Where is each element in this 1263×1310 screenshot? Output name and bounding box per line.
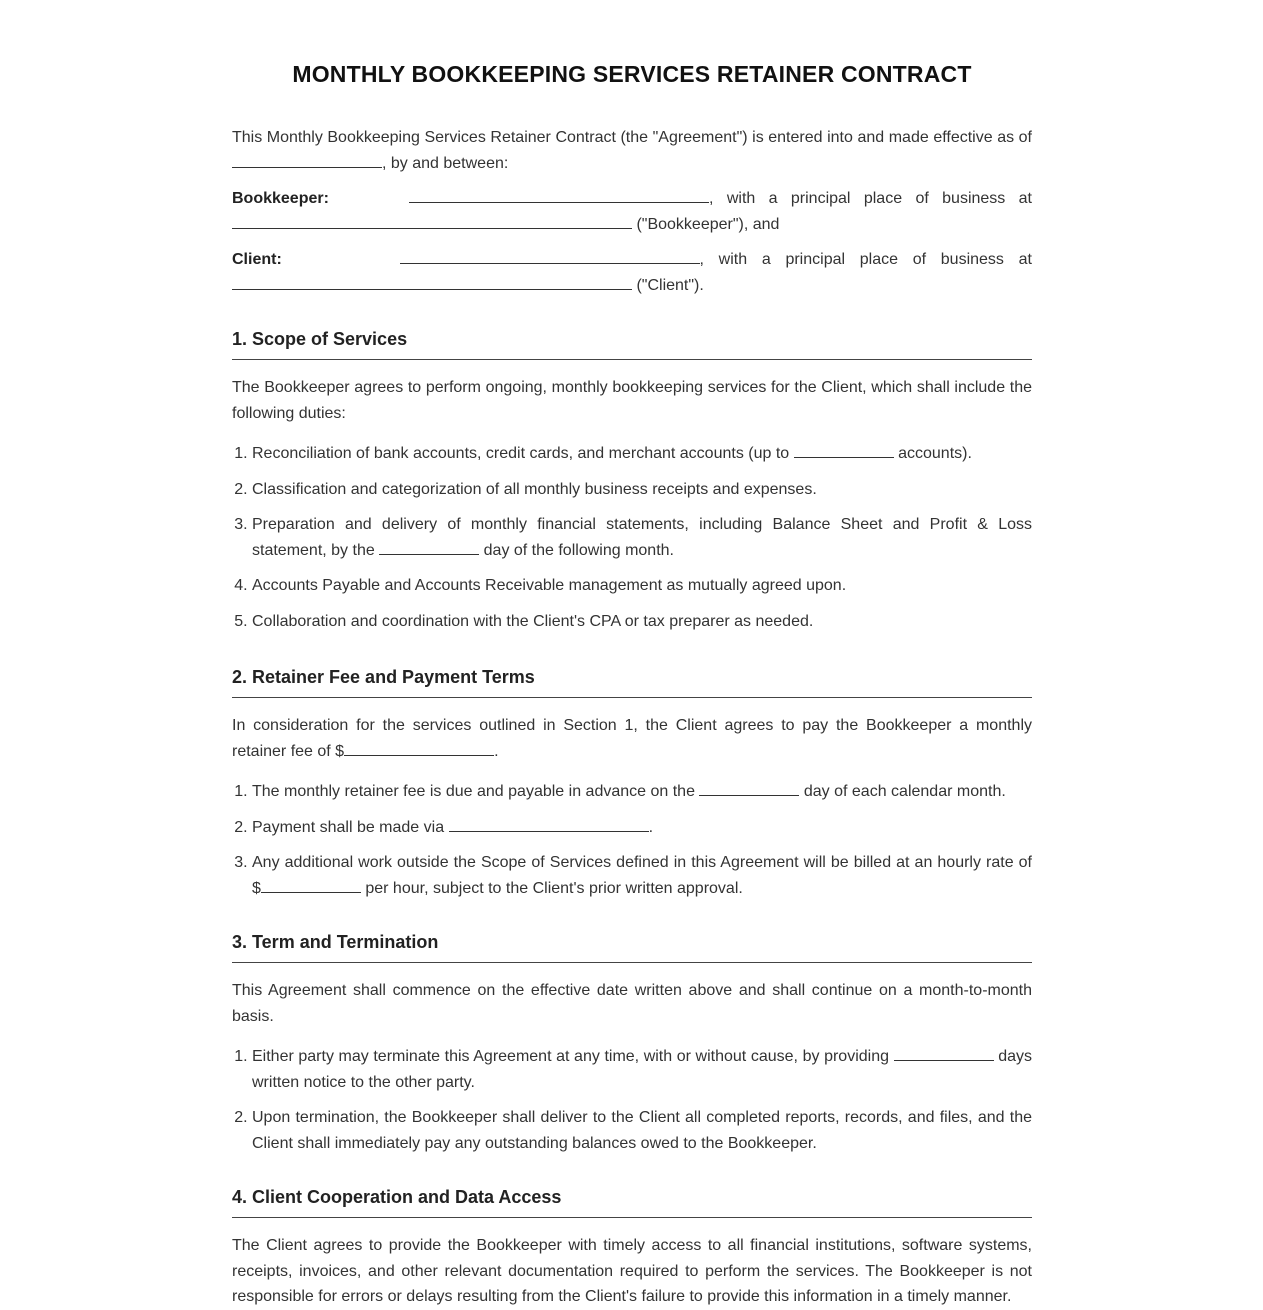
section-paragraph: This Agreement shall commence on the effective date written above and shall continue on a month-to-month basis. (232, 982, 1032, 1025)
termination-list (232, 1044, 1032, 1156)
retainer-fee-blank[interactable] (344, 741, 494, 756)
list-item: 1. Reconciliation of bank accounts, credit cards, and merchant accounts (up to accounts). (252, 441, 1032, 467)
section-fee (232, 667, 1032, 901)
section-paragraph: The Bookkeeper agrees to perform ongoing, monthly bookkeeping services for the Client, which shall include the following duties: (232, 379, 1032, 422)
section-heading: 4. Client Cooperation and Data Access (232, 1187, 1032, 1218)
client-label: Client: (232, 251, 282, 268)
list-item: 2. Payment shall be made via . (252, 815, 1032, 841)
list-item: 4. Accounts Payable and Accounts Receivable management as mutually agreed upon. (252, 573, 1032, 599)
list-item: 1. Either party may terminate this Agreement at any time, with or without cause, by providing days written notice to the other party. (252, 1044, 1032, 1095)
section-heading: 3. Term and Termination (232, 932, 1032, 963)
list-item: 2. Classification and categorization of all monthly business receipts and expenses. (252, 477, 1032, 503)
list-item: 3. Preparation and delivery of monthly financial statements, including Balance Sheet and Profit & Loss statement, by the day of the following month. (252, 512, 1032, 563)
bookkeeper-end: ("Bookkeeper"), and (636, 215, 780, 233)
statement-day-blank[interactable] (379, 540, 479, 555)
section-scope (232, 329, 1032, 634)
payment-method-blank[interactable] (449, 817, 649, 832)
bookkeeper-mid: , with a principal place of business at (709, 190, 1032, 207)
accounts-count-blank[interactable] (794, 443, 894, 458)
section-paragraph: In consideration for the services outlined in Section 1, the Client agrees to pay the Bookkeeper a monthly retainer fee of $ . (232, 717, 1032, 760)
bookkeeper-party (232, 186, 1032, 237)
client-party (232, 247, 1032, 298)
document-title: MONTHLY BOOKKEEPING SERVICES RETAINER CONTRACT (292, 61, 972, 87)
list-item: 1. The monthly retainer fee is due and payable in advance on the day of each calendar month. (252, 779, 1032, 805)
notice-days-blank[interactable] (894, 1046, 994, 1061)
contract-document (232, 0, 1032, 1310)
hourly-rate-blank[interactable] (261, 878, 361, 893)
section-paragraph: The Client agrees to provide the Bookkeeper with timely access to all financial institutions, software systems, receipts, invoices, and other relevant documentation required to perform the services. The Bookkeeper is not responsible for errors or delays resulting from the Client's failure to provide this information in a timely manner. (232, 1237, 1032, 1305)
section-heading: 2. Retainer Fee and Payment Terms (232, 667, 1032, 698)
section-term (232, 932, 1032, 1156)
bookkeeper-name-blank[interactable] (409, 188, 709, 203)
section-heading: 1. Scope of Services (232, 329, 1032, 360)
list-item: 2. Upon termination, the Bookkeeper shall deliver to the Client all completed reports, records, and files, and the Client shall immediately pay any outstanding balances owed to the Bookkeeper. (252, 1105, 1032, 1156)
client-address-blank[interactable] (232, 275, 632, 290)
client-mid: , with a principal place of business at (699, 251, 1032, 268)
list-item: 5. Collaboration and coordination with the Client's CPA or tax preparer as needed. (252, 609, 1032, 635)
payment-terms-list (232, 779, 1032, 901)
list-item: 3. Any additional work outside the Scope of Services defined in this Agreement will be billed at an hourly rate of $ per hour, subject to the Client's prior written approval. (252, 850, 1032, 901)
due-day-blank[interactable] (699, 781, 799, 796)
intro-text-after: , by and between: (382, 154, 509, 172)
intro-text: This Monthly Bookkeeping Services Retainer Contract (the "Agreement") is entered into and made effective as of (232, 129, 1032, 146)
bookkeeper-address-blank[interactable] (232, 214, 632, 229)
client-end: ("Client"). (636, 276, 704, 294)
duties-list (232, 441, 1032, 634)
intro-paragraph (232, 125, 1032, 176)
bookkeeper-label: Bookkeeper: (232, 190, 329, 207)
client-name-blank[interactable] (400, 249, 700, 264)
section-cooperation (232, 1187, 1032, 1310)
effective-date-blank[interactable] (232, 153, 382, 168)
